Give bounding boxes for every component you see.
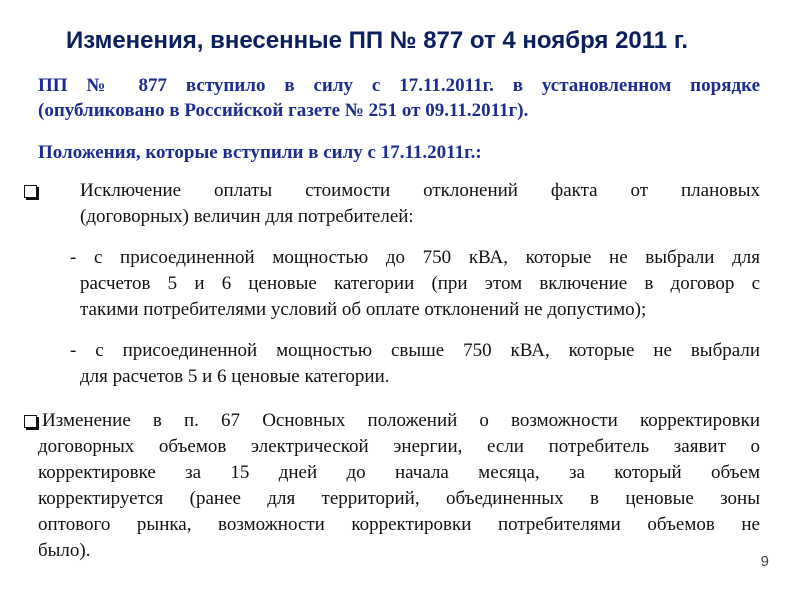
sub-item-1 bbox=[70, 245, 760, 323]
intro-line: ПП № 877 вступило в силу с 17.11.2011г. в установленном порядке bbox=[38, 75, 760, 96]
bullet-1-line: (договорных) величин для потребителей: bbox=[80, 206, 414, 227]
bullet-2-line: корректируется (ранее для территорий, объединенных в ценовые зоны bbox=[38, 488, 760, 509]
slide-title: Изменения, внесенные ПП № 877 от 4 ноября 2011 г. bbox=[66, 27, 689, 54]
bullet-2-line: было). bbox=[38, 540, 91, 561]
bullet-1-text bbox=[80, 178, 760, 230]
checkbox-bullet-icon bbox=[24, 415, 37, 428]
intro-paragraph bbox=[38, 73, 760, 123]
bullet-2-text bbox=[38, 408, 760, 564]
bullet-2-line: корректировке за 15 дней до начала месяца, за который объем bbox=[38, 462, 760, 483]
checkbox-bullet-icon bbox=[24, 185, 37, 198]
sub-item-line: для расчетов 5 и 6 ценовые категории. bbox=[80, 366, 390, 387]
sub-item-line: такими потребителями условий об оплате отклонений не допустимо); bbox=[80, 299, 647, 320]
bullet-2-line: оптового рынка, возможности корректировки потребителями объемов не bbox=[38, 514, 760, 535]
sub-item-line: - с присоединенной мощностью до 750 кВА, которые не выбрали для bbox=[70, 247, 760, 268]
subheading: Положения, которые вступили в силу с 17.11.2011г.: bbox=[38, 142, 482, 163]
bullet-1-line: Исключение оплаты стоимости отклонений факта от плановых bbox=[80, 180, 760, 201]
sub-item-2 bbox=[70, 338, 760, 390]
intro-line: (опубликовано в Российской газете № 251 от 09.11.2011г). bbox=[38, 100, 529, 121]
bullet-2-line: договорных объемов электрической энергии, если потребитель заявит о bbox=[38, 436, 760, 457]
sub-item-line: расчетов 5 и 6 ценовые категории (при этом включение в договор с bbox=[80, 273, 760, 294]
bullet-2-line: Изменение в п. 67 Основных положений о возможности корректировки bbox=[42, 410, 760, 431]
page-number: 9 bbox=[760, 553, 769, 570]
sub-item-line: - с присоединенной мощностью свыше 750 кВА, которые не выбрали bbox=[70, 340, 760, 361]
